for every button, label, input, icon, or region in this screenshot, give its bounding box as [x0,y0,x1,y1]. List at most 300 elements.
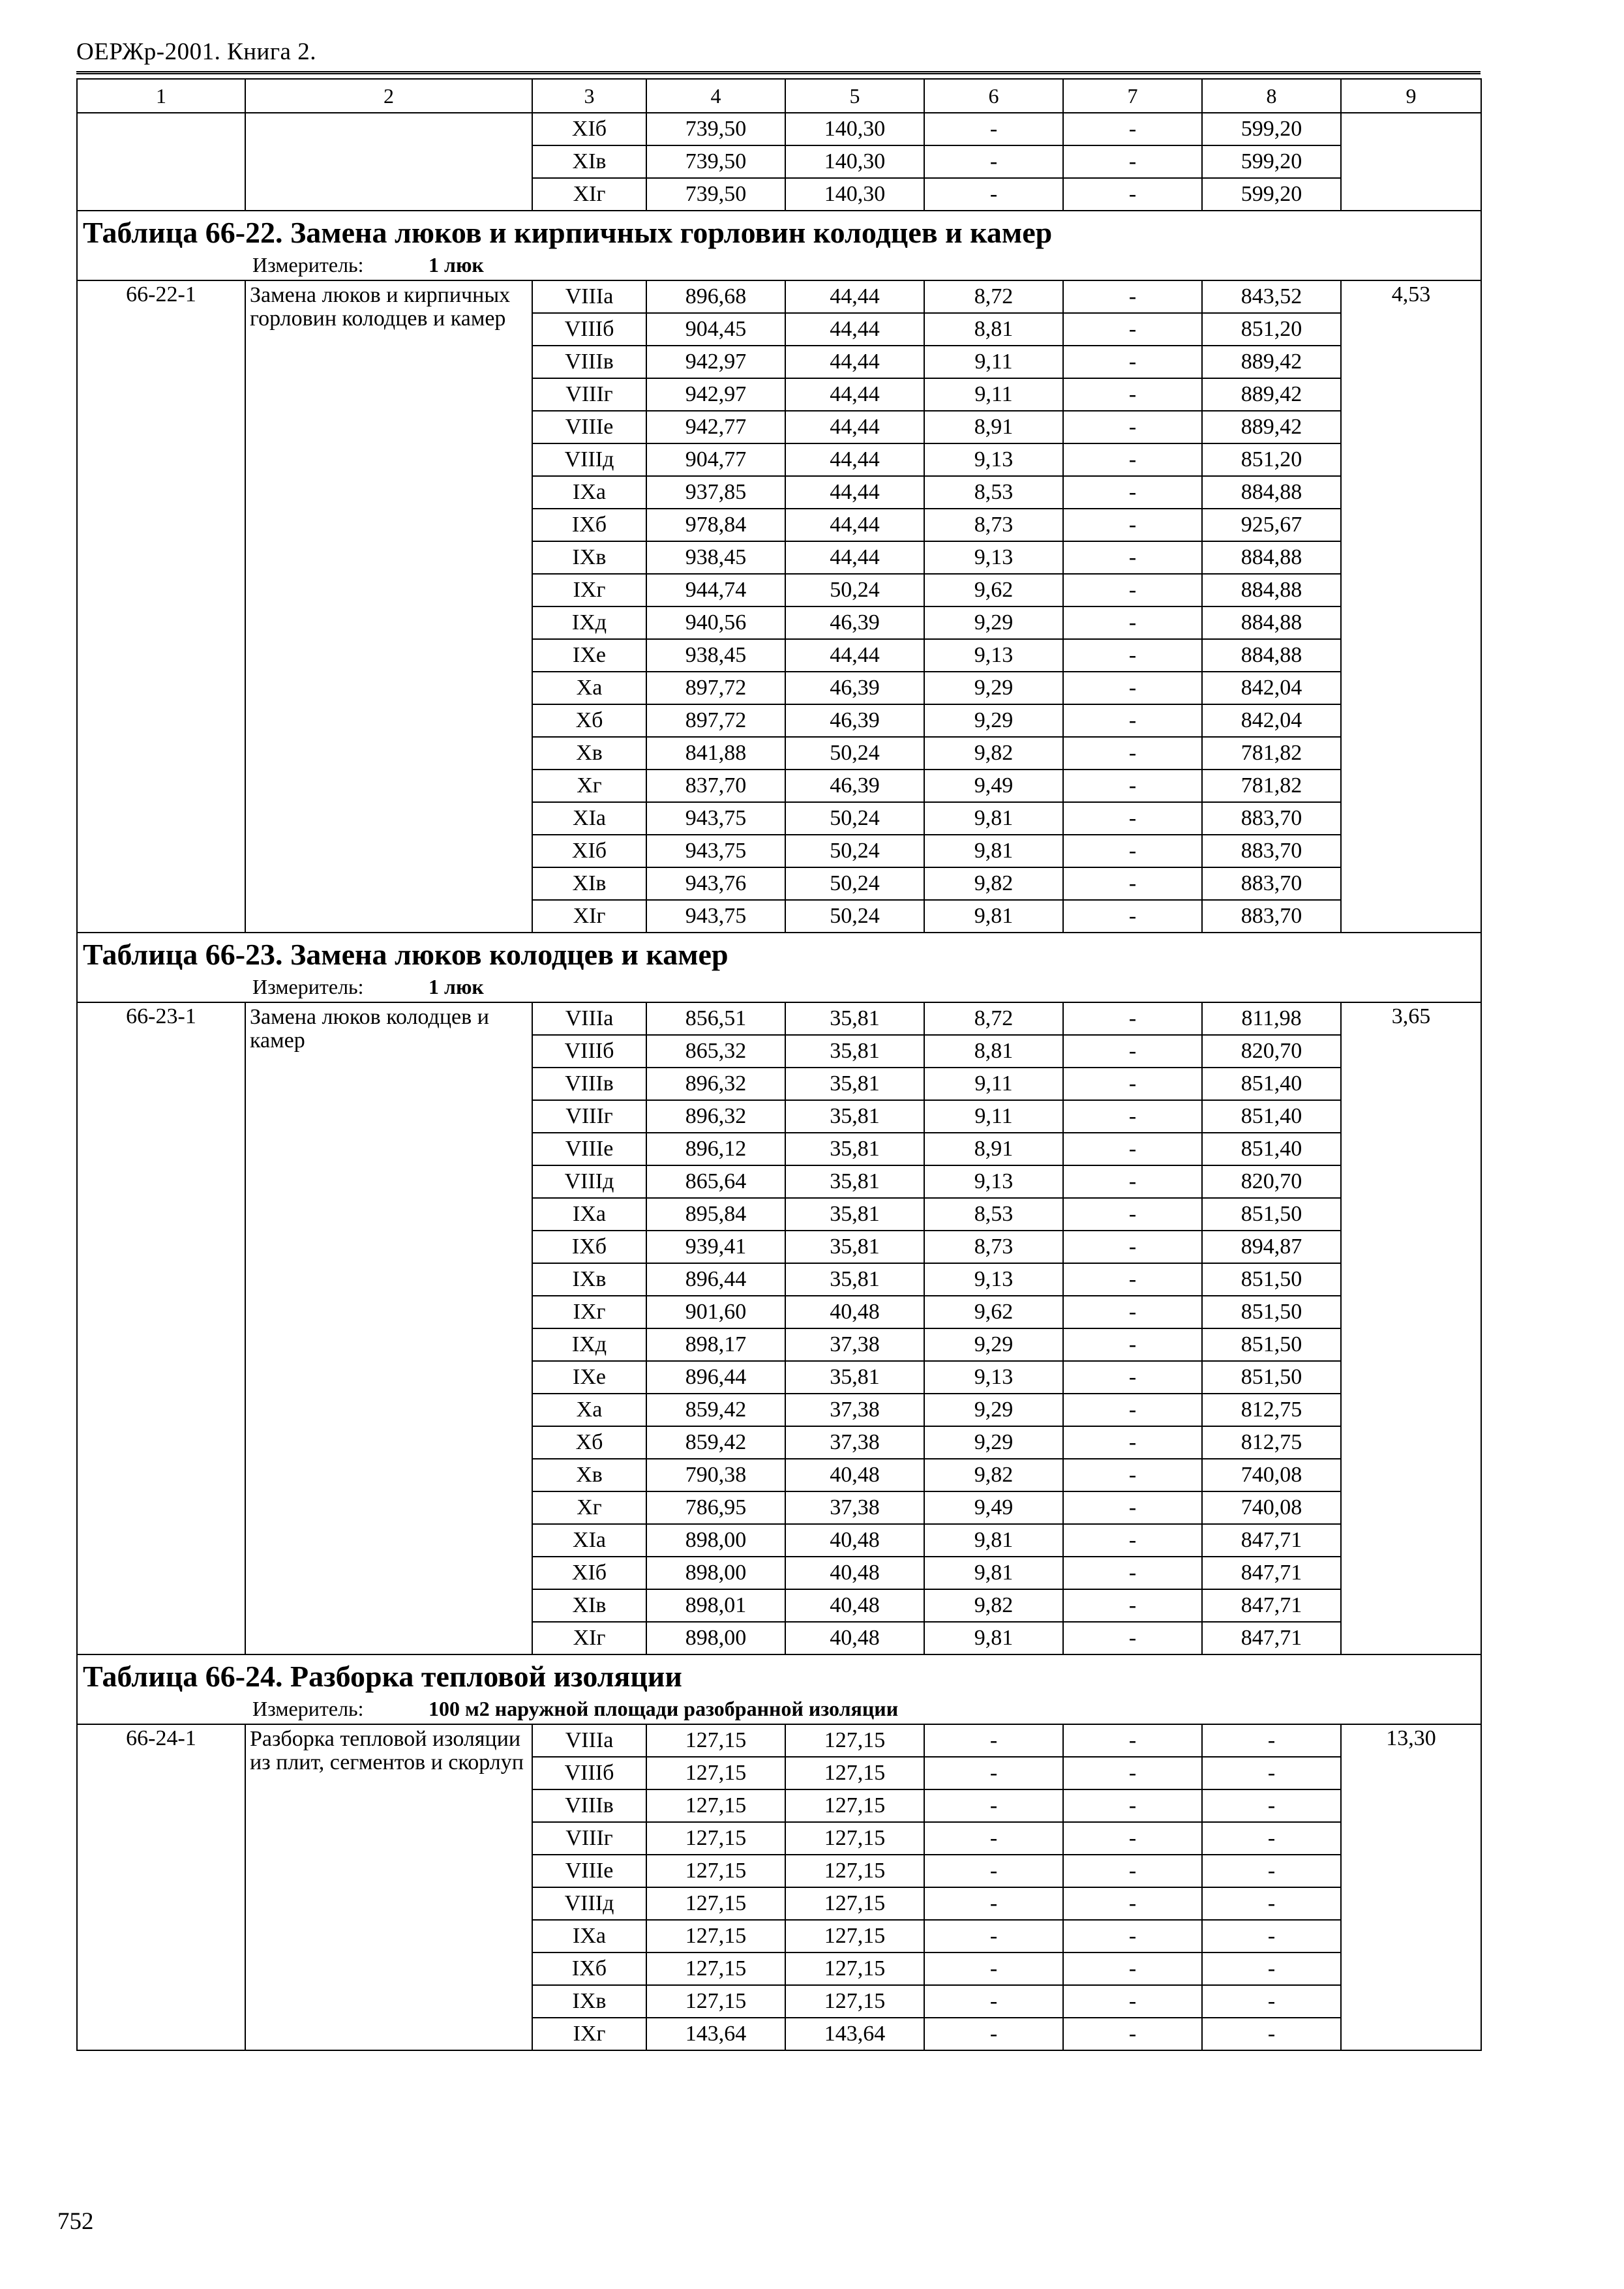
value-cell: - [1202,1887,1341,1920]
value-cell: - [1202,2018,1341,2050]
value-cell: 851,50 [1202,1361,1341,1394]
value-cell: - [1063,1855,1202,1887]
value-cell: 9,82 [924,867,1063,900]
value-cell: 127,15 [646,1822,785,1855]
value-cell: 889,42 [1202,411,1341,443]
value-cell: - [1063,1724,1202,1757]
value-cell: 44,44 [785,476,924,509]
zone-cell: XIб [532,1557,646,1589]
value-cell: 9,81 [924,835,1063,867]
value-cell: 896,68 [646,280,785,313]
value-cell: 9,62 [924,574,1063,606]
value-cell: - [924,1887,1063,1920]
value-cell: 40,48 [785,1557,924,1589]
value-cell: 786,95 [646,1491,785,1524]
value-cell: 904,45 [646,313,785,346]
zone-cell: IXд [532,1328,646,1361]
value-cell: 943,75 [646,802,785,835]
value-cell: 898,01 [646,1589,785,1622]
value-cell: 896,44 [646,1263,785,1296]
value-cell: - [924,1855,1063,1887]
value-cell: 884,88 [1202,639,1341,672]
value-cell: - [1063,178,1202,211]
value-cell: 883,70 [1202,867,1341,900]
value-cell: - [1063,1789,1202,1822]
value-cell: - [1063,672,1202,704]
value-cell: - [1063,1361,1202,1394]
value-cell: - [1063,1100,1202,1133]
zone-cell: IXб [532,1952,646,1985]
value-cell: 37,38 [785,1328,924,1361]
value-cell: - [1202,1985,1341,2018]
measure-line [83,252,1475,280]
value-cell: - [1063,574,1202,606]
value-cell: 37,38 [785,1491,924,1524]
table-section-title [77,933,1481,1002]
value-cell: - [924,1952,1063,1985]
value-cell: - [1202,1855,1341,1887]
value-cell: 9,29 [924,672,1063,704]
value-cell: - [1063,1231,1202,1263]
value-cell: 889,42 [1202,378,1341,411]
zone-cell: Xб [532,1426,646,1459]
value-cell: 943,76 [646,867,785,900]
value-cell: - [924,145,1063,178]
value-cell: 938,45 [646,639,785,672]
value-cell: 9,11 [924,378,1063,411]
value-cell: - [1063,1263,1202,1296]
zone-cell: IXб [532,1231,646,1263]
value-cell: - [1063,113,1202,145]
value-cell: - [1063,1920,1202,1952]
value-cell: 9,29 [924,704,1063,737]
value-cell: 940,56 [646,606,785,639]
zone-cell: IXе [532,639,646,672]
zone-cell: VIIIг [532,1100,646,1133]
value-cell: 9,13 [924,1263,1063,1296]
zone-cell: XIг [532,1622,646,1654]
value-cell: 35,81 [785,1002,924,1035]
value-cell: - [1063,737,1202,770]
value-cell: 851,50 [1202,1328,1341,1361]
value-cell: 8,91 [924,411,1063,443]
section-title-cell [77,933,1481,1002]
value-cell: 127,15 [646,1724,785,1757]
value-cell: 9,11 [924,1068,1063,1100]
zone-cell: XIв [532,145,646,178]
value-cell: - [1063,1985,1202,2018]
value-cell: - [1063,2018,1202,2050]
value-cell: 9,29 [924,1328,1063,1361]
value-cell: - [924,2018,1063,2050]
value-cell: 599,20 [1202,145,1341,178]
description-cell-blank [245,113,532,211]
column-number: 1 [77,79,245,113]
value-cell: 942,97 [646,378,785,411]
value-cell: 841,88 [646,737,785,770]
zone-cell: IXг [532,574,646,606]
value-cell: 820,70 [1202,1035,1341,1068]
value-cell: - [1063,1491,1202,1524]
rate-description: Замена люков и кирпичных горловин колодцев и камер [245,280,532,933]
value-cell: - [1063,639,1202,672]
value-cell: - [1202,1822,1341,1855]
value-cell: 127,15 [646,1789,785,1822]
value-cell: - [924,1985,1063,2018]
code-cell-blank [77,113,245,211]
value-cell: 8,72 [924,1002,1063,1035]
value-cell: - [924,1789,1063,1822]
value-cell: 35,81 [785,1165,924,1198]
value-cell: - [1063,1133,1202,1165]
measure-value: 1 люк [429,974,484,998]
value-cell: 8,81 [924,313,1063,346]
rate-description: Замена люков колодцев и камер [245,1002,532,1654]
value-cell: - [1063,802,1202,835]
zone-cell: VIIIд [532,443,646,476]
value-cell: 896,44 [646,1361,785,1394]
value-cell: 127,15 [785,1920,924,1952]
value-cell: 127,15 [785,1985,924,2018]
measure-line [83,974,1475,1002]
value-cell: 44,44 [785,313,924,346]
value-cell: 9,11 [924,1100,1063,1133]
labor-cell-blank [1341,113,1481,211]
value-cell: - [1063,443,1202,476]
column-number: 3 [532,79,646,113]
value-cell: 901,60 [646,1296,785,1328]
zone-cell: IXа [532,476,646,509]
zone-cell: VIIIд [532,1165,646,1198]
value-cell: 44,44 [785,378,924,411]
value-cell: 46,39 [785,704,924,737]
zone-cell: VIIIе [532,411,646,443]
value-cell: 897,72 [646,672,785,704]
value-cell: 35,81 [785,1068,924,1100]
value-cell: 127,15 [785,1757,924,1789]
value-cell: 9,49 [924,770,1063,802]
value-cell: 44,44 [785,346,924,378]
value-cell: 897,72 [646,704,785,737]
value-cell: - [1063,1035,1202,1068]
value-cell: 35,81 [785,1263,924,1296]
value-cell: - [924,113,1063,145]
value-cell: 9,13 [924,1165,1063,1198]
value-cell: 8,53 [924,476,1063,509]
value-cell: 599,20 [1202,178,1341,211]
value-cell: 9,29 [924,1426,1063,1459]
measure-label: Измеритель: [252,252,364,277]
value-cell: 127,15 [646,1985,785,2018]
zone-cell: VIIIг [532,378,646,411]
value-cell: 812,75 [1202,1394,1341,1426]
page-header: ОЕРЖр-2001. Книга 2. [76,38,316,65]
value-cell: 44,44 [785,411,924,443]
value-cell: 8,91 [924,1133,1063,1165]
value-cell: 35,81 [785,1133,924,1165]
value-cell: - [924,1724,1063,1757]
value-cell: 851,20 [1202,443,1341,476]
value-cell: 9,62 [924,1296,1063,1328]
value-cell: 884,88 [1202,541,1341,574]
value-cell: 883,70 [1202,835,1341,867]
value-cell: 127,15 [785,1855,924,1887]
value-cell: - [1063,770,1202,802]
zone-cell: XIв [532,867,646,900]
measure-line [83,1696,1475,1724]
labor-cost: 13,30 [1341,1724,1481,2050]
zone-cell: Xв [532,1459,646,1491]
zone-cell: Xг [532,770,646,802]
value-cell: 847,71 [1202,1524,1341,1557]
value-cell: 943,75 [646,900,785,933]
value-cell: 865,64 [646,1165,785,1198]
value-cell: 896,32 [646,1100,785,1133]
zone-cell: IXа [532,1920,646,1952]
value-cell: 127,15 [785,1724,924,1757]
value-cell: 739,50 [646,113,785,145]
value-cell: 46,39 [785,770,924,802]
value-cell: 847,71 [1202,1589,1341,1622]
value-cell: - [1063,1557,1202,1589]
value-cell: 842,04 [1202,704,1341,737]
value-cell: 44,44 [785,541,924,574]
column-number: 4 [646,79,785,113]
zone-cell: VIIIе [532,1855,646,1887]
zone-cell: XIб [532,113,646,145]
value-cell: 781,82 [1202,770,1341,802]
table-row [77,280,1481,313]
table-row [77,1002,1481,1035]
zone-cell: Xв [532,737,646,770]
column-number-row [77,79,1481,113]
zone-cell: VIIIе [532,1133,646,1165]
value-cell: 859,42 [646,1394,785,1426]
value-cell: - [1202,1757,1341,1789]
value-cell: 143,64 [785,2018,924,2050]
labor-cost: 4,53 [1341,280,1481,933]
value-cell: 895,84 [646,1198,785,1231]
value-cell: 937,85 [646,476,785,509]
zone-cell: VIIIв [532,346,646,378]
rate-code: 66-24-1 [77,1724,245,2050]
zone-cell: VIIIб [532,1757,646,1789]
value-cell: 898,00 [646,1622,785,1654]
value-cell: 739,50 [646,178,785,211]
value-cell: 50,24 [785,574,924,606]
value-cell: 35,81 [785,1231,924,1263]
value-cell: 843,52 [1202,280,1341,313]
value-cell: 904,77 [646,443,785,476]
column-number: 8 [1202,79,1341,113]
value-cell: 812,75 [1202,1426,1341,1459]
value-cell: 37,38 [785,1426,924,1459]
zone-cell: VIIIд [532,1887,646,1920]
zone-cell: IXб [532,509,646,541]
table-section-title [77,211,1481,280]
zone-cell: IXг [532,2018,646,2050]
value-cell: - [1202,1789,1341,1822]
value-cell: 944,74 [646,574,785,606]
value-cell: 127,15 [646,1920,785,1952]
zone-cell: IXа [532,1198,646,1231]
value-cell: - [1063,1002,1202,1035]
zone-cell: XIг [532,900,646,933]
value-cell: 35,81 [785,1198,924,1231]
value-cell: - [1063,509,1202,541]
value-cell: 9,81 [924,1622,1063,1654]
value-cell: - [1063,1952,1202,1985]
value-cell: 859,42 [646,1426,785,1459]
value-cell: 978,84 [646,509,785,541]
value-cell: - [1063,1068,1202,1100]
value-cell: 8,81 [924,1035,1063,1068]
value-cell: 44,44 [785,280,924,313]
value-cell: - [1063,1622,1202,1654]
value-cell: 127,15 [646,1952,785,1985]
value-cell: 50,24 [785,802,924,835]
value-cell: - [1063,476,1202,509]
column-number: 5 [785,79,924,113]
page-number: 752 [57,2208,94,2235]
value-cell: 938,45 [646,541,785,574]
value-cell: 884,88 [1202,606,1341,639]
value-cell: 883,70 [1202,802,1341,835]
zone-cell: IXд [532,606,646,639]
value-cell: 140,30 [785,178,924,211]
zone-cell: Xг [532,1491,646,1524]
value-cell: 898,17 [646,1328,785,1361]
value-cell: 35,81 [785,1361,924,1394]
value-cell: 40,48 [785,1589,924,1622]
value-cell: 9,13 [924,639,1063,672]
zone-cell: IXв [532,541,646,574]
value-cell: - [1063,280,1202,313]
value-cell: 9,13 [924,1361,1063,1394]
value-cell: 898,00 [646,1557,785,1589]
value-cell: 896,32 [646,1068,785,1100]
value-cell: - [1063,867,1202,900]
value-cell: 46,39 [785,672,924,704]
column-number: 2 [245,79,532,113]
value-cell: 851,40 [1202,1068,1341,1100]
zone-cell: VIIIв [532,1789,646,1822]
value-cell: 865,32 [646,1035,785,1068]
value-cell: 8,73 [924,509,1063,541]
value-cell: 8,53 [924,1198,1063,1231]
value-cell: 739,50 [646,145,785,178]
zone-cell: IXе [532,1361,646,1394]
zone-cell: VIIIг [532,1822,646,1855]
value-cell: - [1063,1328,1202,1361]
value-cell: - [924,1920,1063,1952]
value-cell: 9,11 [924,346,1063,378]
value-cell: - [1063,411,1202,443]
section-title: Таблица 66-24. Разборка тепловой изоляции [83,1660,682,1694]
zone-cell: IXв [532,1985,646,2018]
value-cell: 842,04 [1202,672,1341,704]
zone-cell: Xб [532,704,646,737]
value-cell: 847,71 [1202,1622,1341,1654]
value-cell: - [1063,346,1202,378]
value-cell: - [1063,1589,1202,1622]
column-number: 9 [1341,79,1481,113]
measure-value: 1 люк [429,252,484,277]
rate-code: 66-22-1 [77,280,245,933]
value-cell: - [1063,1296,1202,1328]
value-cell: - [1063,1887,1202,1920]
value-cell: 820,70 [1202,1165,1341,1198]
rate-description: Разборка тепловой изоляции из плит, сегментов и скорлуп [245,1724,532,2050]
value-cell: 140,30 [785,113,924,145]
zone-cell: VIIIб [532,313,646,346]
value-cell: 40,48 [785,1296,924,1328]
value-cell: - [1063,606,1202,639]
value-cell: 40,48 [785,1524,924,1557]
value-cell: 942,97 [646,346,785,378]
value-cell: 9,49 [924,1491,1063,1524]
value-cell: 127,15 [646,1757,785,1789]
measure-value: 100 м2 наружной площади разобранной изоляции [429,1696,899,1720]
value-cell: 851,40 [1202,1100,1341,1133]
value-cell: 9,29 [924,1394,1063,1426]
zone-cell: XIв [532,1589,646,1622]
value-cell: - [924,178,1063,211]
value-cell: 50,24 [785,867,924,900]
value-cell: 50,24 [785,737,924,770]
value-cell: 942,77 [646,411,785,443]
value-cell: 44,44 [785,443,924,476]
table-row [77,1724,1481,1757]
header-rule [76,71,1481,74]
value-cell: - [1063,378,1202,411]
zone-cell: VIIIа [532,280,646,313]
value-cell: 851,50 [1202,1263,1341,1296]
value-cell: 9,82 [924,1589,1063,1622]
value-cell: 50,24 [785,835,924,867]
zone-cell: XIа [532,802,646,835]
value-cell: 851,50 [1202,1198,1341,1231]
section-title-cell [77,1654,1481,1724]
value-cell: 127,15 [785,1789,924,1822]
value-cell: 925,67 [1202,509,1341,541]
value-cell: 35,81 [785,1100,924,1133]
value-cell: 889,42 [1202,346,1341,378]
section-title: Таблица 66-22. Замена люков и кирпичных горловин колодцев и камер [83,216,1053,249]
zone-cell: VIIIв [532,1068,646,1100]
value-cell: 811,98 [1202,1002,1341,1035]
value-cell: 740,08 [1202,1459,1341,1491]
value-cell: - [924,1757,1063,1789]
value-cell: - [1202,1952,1341,1985]
value-cell: 143,64 [646,2018,785,2050]
column-number: 7 [1063,79,1202,113]
value-cell: - [1063,1822,1202,1855]
value-cell: 9,13 [924,541,1063,574]
zone-cell: VIIIа [532,1724,646,1757]
value-cell: 781,82 [1202,737,1341,770]
value-cell: - [1063,1198,1202,1231]
value-cell: 847,71 [1202,1557,1341,1589]
table-row [77,113,1481,145]
value-cell: - [1063,900,1202,933]
rate-code: 66-23-1 [77,1002,245,1654]
value-cell: 44,44 [785,639,924,672]
value-cell: 9,81 [924,1524,1063,1557]
value-cell: 37,38 [785,1394,924,1426]
value-cell: 9,81 [924,900,1063,933]
value-cell: 740,08 [1202,1491,1341,1524]
